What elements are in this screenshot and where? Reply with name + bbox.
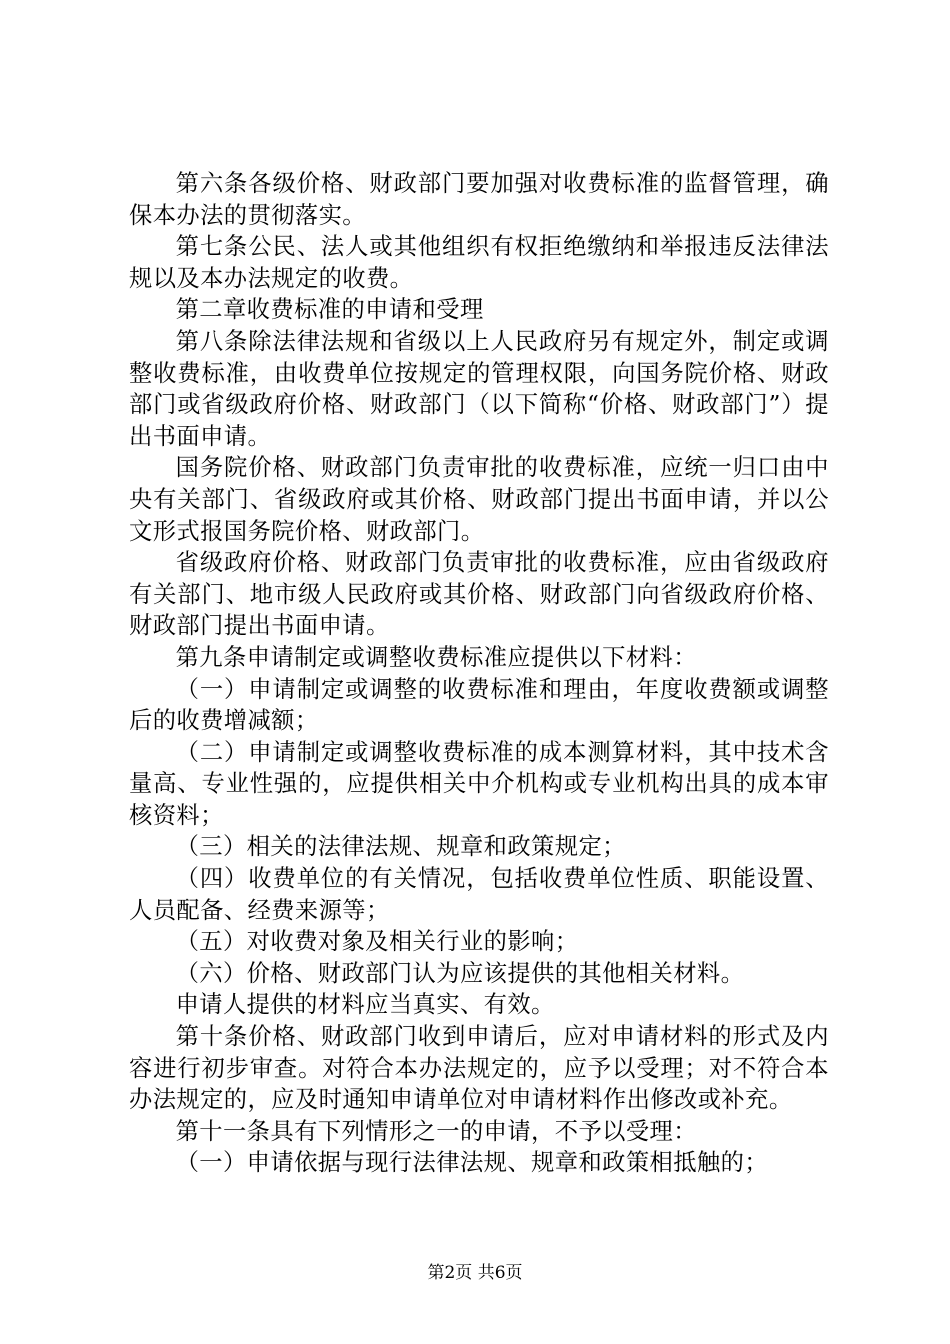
paragraph-article-10: 第十条价格、财政部门收到申请后，应对申请材料的形式及内容进行初步审查。对符合本办法规定的，应予以受理；对不符合本办法规定的，应及时通知申请单位对申请材料作出修改或补充。 [129,1023,829,1114]
chapter-heading: 第二章收费标准的申请和受理 [175,296,484,324]
list-item-materials-5: （五）对收费对象及相关行业的影响； [175,928,579,956]
list-item-materials-6: （六）价格、财政部门认为应该提供的其他相关材料。 [175,959,745,987]
page-number-label: 第2页 共6页 [427,1263,523,1283]
paragraph-materials-authenticity: 申请人提供的材料应当真实、有效。 [175,991,555,1019]
list-item-materials-2: （二）申请制定或调整收费标准的成本测算材料，其中技术含量高、专业性强的，应提供相关中介机构或专业机构出具的成本审核资料； [129,738,829,829]
paragraph-article-6: 第六条各级价格、财政部门要加强对收费标准的监督管理，确保本办法的贯彻落实。 [129,170,829,229]
paragraph-article-8: 第八条除法律法规和省级以上人民政府另有规定外，制定或调整收费标准，由收费单位按规定的管理权限，向国务院价格、财政部门或省级政府价格、财政部门（以下简称“价格、财政部门”）提出书面申请。 [129,327,829,450]
list-item-rejection-1: （一）申请依据与现行法律法规、规章和政策相抵触的； [175,1149,769,1177]
paragraph-state-council-approval: 国务院价格、财政部门负责审批的收费标准，应统一归口由中央有关部门、省级政府或其价格、财政部门提出书面申请，并以公文形式报国务院价格、财政部门。 [129,454,829,545]
list-item-materials-3: （三）相关的法律法规、规章和政策规定； [175,833,626,861]
paragraph-article-7: 第七条公民、法人或其他组织有权拒绝缴纳和举报违反法律法规以及本办法规定的收费。 [129,233,829,292]
document-body [129,168,829,1179]
paragraph-article-11: 第十一条具有下列情形之一的申请，不予以受理： [175,1117,697,1145]
list-item-materials-1: （一）申请制定或调整的收费标准和理由，年度收费额或调整后的收费增减额； [129,675,829,735]
paragraph-article-9: 第九条申请制定或调整收费标准应提供以下材料： [175,643,697,671]
page-footer [0,1262,950,1284]
list-item-materials-4: （四）收费单位的有关情况，包括收费单位性质、职能设置、人员配备、经费来源等； [129,865,829,924]
paragraph-provincial-approval: 省级政府价格、财政部门负责审批的收费标准，应由省级政府有关部门、地市级人民政府或其价格、财政部门向省级政府价格、财政部门提出书面申请。 [129,549,829,640]
